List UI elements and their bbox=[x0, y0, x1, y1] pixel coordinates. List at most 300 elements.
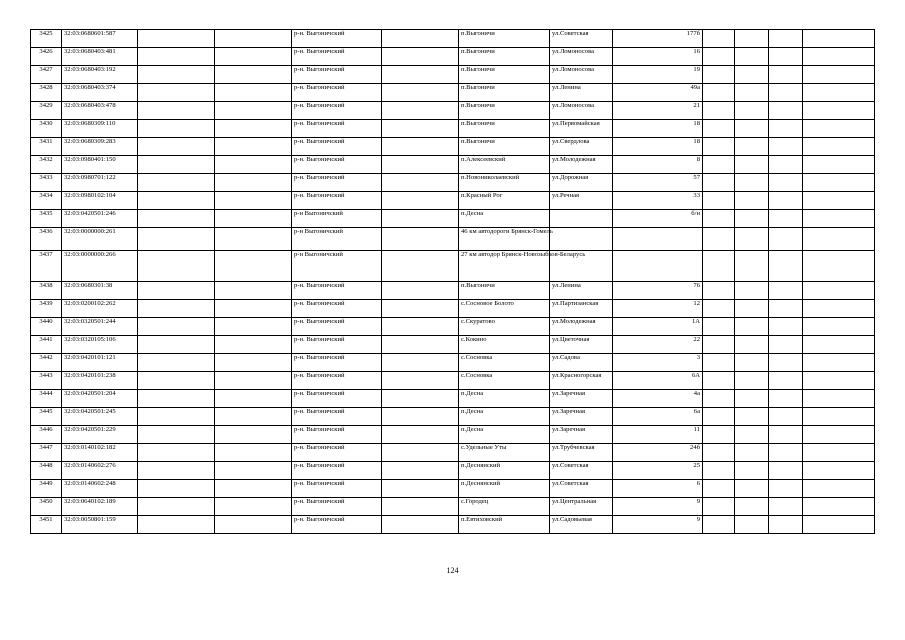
row-number: 3433 bbox=[31, 174, 62, 192]
empty-cell bbox=[703, 30, 735, 48]
empty-cell bbox=[803, 462, 875, 480]
street: ул.Молодежная bbox=[550, 318, 613, 336]
cadastral-number: 32:03:0680403:374 bbox=[62, 84, 138, 102]
table-row bbox=[31, 120, 875, 138]
cadastral-number: 32:03:0420101:121 bbox=[62, 354, 138, 372]
row-number: 3427 bbox=[31, 66, 62, 84]
empty-cell bbox=[803, 228, 875, 251]
street: ул.Заречная bbox=[550, 426, 613, 444]
street: ул.Ломоносова bbox=[550, 48, 613, 66]
locality: с.Сосновка bbox=[459, 372, 550, 390]
cadastral-number: 32:03:0680601:587 bbox=[62, 30, 138, 48]
empty-cell bbox=[382, 251, 459, 282]
empty-cell bbox=[703, 66, 735, 84]
empty-cell bbox=[769, 251, 803, 282]
registry-table bbox=[30, 29, 875, 534]
cadastral-number: 32:03:0420501:246 bbox=[62, 210, 138, 228]
empty-cell bbox=[382, 516, 459, 534]
empty-cell bbox=[735, 408, 769, 426]
locality: с.Скуратово bbox=[459, 318, 550, 336]
empty-cell bbox=[803, 120, 875, 138]
empty-cell bbox=[735, 84, 769, 102]
district: р-н. Выгоничский bbox=[292, 300, 382, 318]
row-number: 3448 bbox=[31, 462, 62, 480]
empty-cell bbox=[803, 282, 875, 300]
empty-cell bbox=[382, 318, 459, 336]
locality: п.Десна bbox=[459, 408, 550, 426]
house-number: 18 bbox=[613, 120, 703, 138]
empty-cell bbox=[138, 336, 215, 354]
empty-cell bbox=[735, 354, 769, 372]
empty-cell bbox=[769, 462, 803, 480]
empty-cell bbox=[803, 84, 875, 102]
row-number: 3445 bbox=[31, 408, 62, 426]
empty-cell bbox=[138, 408, 215, 426]
table-row bbox=[31, 282, 875, 300]
locality: 27 км автодор Брянск-Новозыбков-Беларусь bbox=[459, 251, 550, 282]
empty-cell bbox=[803, 102, 875, 120]
empty-cell bbox=[382, 444, 459, 462]
empty-cell bbox=[769, 120, 803, 138]
street: ул.Ленина bbox=[550, 282, 613, 300]
empty-cell bbox=[215, 84, 292, 102]
empty-cell bbox=[382, 462, 459, 480]
district: р-н. Выгоничский bbox=[292, 120, 382, 138]
table-row bbox=[31, 372, 875, 390]
locality: п.Евтиховский bbox=[459, 516, 550, 534]
locality: п.Выгоничи bbox=[459, 102, 550, 120]
empty-cell bbox=[215, 210, 292, 228]
locality: п.Десна bbox=[459, 210, 550, 228]
locality: п.Выгоничи bbox=[459, 282, 550, 300]
district: р-н. Выгоничский bbox=[292, 30, 382, 48]
house-number bbox=[613, 251, 703, 282]
empty-cell bbox=[769, 66, 803, 84]
district: р-н. Выгоничский bbox=[292, 192, 382, 210]
table-row bbox=[31, 192, 875, 210]
table-row bbox=[31, 138, 875, 156]
row-number: 3446 bbox=[31, 426, 62, 444]
empty-cell bbox=[735, 462, 769, 480]
street: ул.Свердлова bbox=[550, 138, 613, 156]
empty-cell bbox=[215, 498, 292, 516]
empty-cell bbox=[703, 174, 735, 192]
empty-cell bbox=[138, 282, 215, 300]
cadastral-number: 32:03:0420101:238 bbox=[62, 372, 138, 390]
district: р-н. Выгоничский bbox=[292, 462, 382, 480]
district: р-н. Выгоничский bbox=[292, 48, 382, 66]
street: ул.Цветочная bbox=[550, 336, 613, 354]
empty-cell bbox=[735, 318, 769, 336]
house-number: 8 bbox=[613, 156, 703, 174]
cadastral-number: 32:03:0980401:150 bbox=[62, 156, 138, 174]
empty-cell bbox=[215, 480, 292, 498]
street: ул.Заречная bbox=[550, 390, 613, 408]
cadastral-number: 32:03:0420501:204 bbox=[62, 390, 138, 408]
empty-cell bbox=[769, 228, 803, 251]
empty-cell bbox=[215, 228, 292, 251]
empty-cell bbox=[769, 30, 803, 48]
district: р-н Выгоничский bbox=[292, 251, 382, 282]
house-number: 6 bbox=[613, 480, 703, 498]
empty-cell bbox=[803, 300, 875, 318]
empty-cell bbox=[735, 251, 769, 282]
empty-cell bbox=[215, 426, 292, 444]
cadastral-number: 32:03:0200102:262 bbox=[62, 300, 138, 318]
empty-cell bbox=[215, 102, 292, 120]
cadastral-number: 32:03:0640102:189 bbox=[62, 498, 138, 516]
locality: с.Кокино bbox=[459, 336, 550, 354]
empty-cell bbox=[138, 30, 215, 48]
empty-cell bbox=[215, 48, 292, 66]
empty-cell bbox=[703, 120, 735, 138]
house-number: 3 bbox=[613, 354, 703, 372]
street: ул.Речная bbox=[550, 192, 613, 210]
empty-cell bbox=[735, 498, 769, 516]
empty-cell bbox=[703, 498, 735, 516]
empty-cell bbox=[382, 390, 459, 408]
cadastral-number: 32:03:0680403:481 bbox=[62, 48, 138, 66]
empty-cell bbox=[735, 48, 769, 66]
empty-cell bbox=[215, 318, 292, 336]
locality: п.Десна bbox=[459, 390, 550, 408]
district: р-н Выгоничский bbox=[292, 210, 382, 228]
empty-cell bbox=[138, 444, 215, 462]
empty-cell bbox=[703, 210, 735, 228]
cadastral-number: 32:03:0980701:122 bbox=[62, 174, 138, 192]
empty-cell bbox=[382, 498, 459, 516]
empty-cell bbox=[215, 251, 292, 282]
empty-cell bbox=[735, 516, 769, 534]
empty-cell bbox=[735, 192, 769, 210]
house-number: 57 bbox=[613, 174, 703, 192]
empty-cell bbox=[138, 251, 215, 282]
table-row bbox=[31, 336, 875, 354]
locality: п.Выгоничи bbox=[459, 120, 550, 138]
table-row bbox=[31, 251, 875, 282]
empty-cell bbox=[769, 426, 803, 444]
table-row bbox=[31, 174, 875, 192]
row-number: 3449 bbox=[31, 480, 62, 498]
house-number: 24б bbox=[613, 444, 703, 462]
street: ул.Садова bbox=[550, 354, 613, 372]
empty-cell bbox=[382, 84, 459, 102]
empty-cell bbox=[735, 138, 769, 156]
district: р-н. Выгоничский bbox=[292, 84, 382, 102]
house-number: б/н bbox=[613, 210, 703, 228]
empty-cell bbox=[382, 30, 459, 48]
empty-cell bbox=[215, 408, 292, 426]
empty-cell bbox=[703, 251, 735, 282]
locality: п.Новониколаевский bbox=[459, 174, 550, 192]
street: ул.Партизанская bbox=[550, 300, 613, 318]
empty-cell bbox=[703, 228, 735, 251]
cadastral-number: 32:03:0420501:229 bbox=[62, 426, 138, 444]
empty-cell bbox=[382, 408, 459, 426]
table-row bbox=[31, 480, 875, 498]
empty-cell bbox=[138, 300, 215, 318]
street: ул.Садовьевая bbox=[550, 516, 613, 534]
table-row bbox=[31, 498, 875, 516]
district: р-н. Выгоничский bbox=[292, 138, 382, 156]
row-number: 3436 bbox=[31, 228, 62, 251]
empty-cell bbox=[803, 318, 875, 336]
house-number: 6А bbox=[613, 372, 703, 390]
empty-cell bbox=[769, 282, 803, 300]
cadastral-number: 32:03:0050801:159 bbox=[62, 516, 138, 534]
street: ул.Молодежная bbox=[550, 156, 613, 174]
empty-cell bbox=[138, 462, 215, 480]
empty-cell bbox=[138, 516, 215, 534]
empty-cell bbox=[735, 156, 769, 174]
table-row bbox=[31, 354, 875, 372]
empty-cell bbox=[803, 251, 875, 282]
street: ул.Ленина bbox=[550, 84, 613, 102]
empty-cell bbox=[803, 336, 875, 354]
house-number: 9 bbox=[613, 516, 703, 534]
empty-cell bbox=[769, 210, 803, 228]
empty-cell bbox=[769, 48, 803, 66]
empty-cell bbox=[703, 354, 735, 372]
empty-cell bbox=[703, 426, 735, 444]
row-number: 3429 bbox=[31, 102, 62, 120]
row-number: 3438 bbox=[31, 282, 62, 300]
empty-cell bbox=[803, 372, 875, 390]
locality: п.Деснянский bbox=[459, 462, 550, 480]
empty-cell bbox=[382, 300, 459, 318]
empty-cell bbox=[138, 174, 215, 192]
empty-cell bbox=[769, 498, 803, 516]
empty-cell bbox=[735, 426, 769, 444]
row-number: 3430 bbox=[31, 120, 62, 138]
empty-cell bbox=[703, 516, 735, 534]
empty-cell bbox=[703, 282, 735, 300]
empty-cell bbox=[735, 120, 769, 138]
empty-cell bbox=[138, 120, 215, 138]
empty-cell bbox=[735, 390, 769, 408]
empty-cell bbox=[703, 48, 735, 66]
empty-cell bbox=[803, 210, 875, 228]
house-number: 12 bbox=[613, 300, 703, 318]
row-number: 3442 bbox=[31, 354, 62, 372]
empty-cell bbox=[382, 282, 459, 300]
table-row bbox=[31, 30, 875, 48]
street: ул.Красногорская bbox=[550, 372, 613, 390]
locality: с.Сосновое Болото bbox=[459, 300, 550, 318]
district: р-н. Выгоничский bbox=[292, 282, 382, 300]
locality: с.Городец bbox=[459, 498, 550, 516]
page-number: 124 bbox=[446, 566, 459, 575]
empty-cell bbox=[215, 444, 292, 462]
locality: п.Деснянский bbox=[459, 480, 550, 498]
locality: 46 км автодороги Брянск-Гомель bbox=[459, 228, 550, 251]
empty-cell bbox=[703, 390, 735, 408]
empty-cell bbox=[803, 156, 875, 174]
row-number: 3431 bbox=[31, 138, 62, 156]
street bbox=[550, 210, 613, 228]
empty-cell bbox=[138, 48, 215, 66]
empty-cell bbox=[735, 336, 769, 354]
empty-cell bbox=[215, 174, 292, 192]
empty-cell bbox=[138, 498, 215, 516]
house-number: 9 bbox=[613, 498, 703, 516]
row-number: 3437 bbox=[31, 251, 62, 282]
empty-cell bbox=[138, 102, 215, 120]
table-row bbox=[31, 210, 875, 228]
district: р-н Выгоничский bbox=[292, 228, 382, 251]
street bbox=[550, 228, 613, 251]
row-number: 3443 bbox=[31, 372, 62, 390]
district: р-н. Выгоничский bbox=[292, 516, 382, 534]
empty-cell bbox=[735, 102, 769, 120]
cadastral-number: 32:03:0680403:192 bbox=[62, 66, 138, 84]
empty-cell bbox=[769, 102, 803, 120]
locality: п.Алексеевский bbox=[459, 156, 550, 174]
table-row bbox=[31, 318, 875, 336]
house-number: 6а bbox=[613, 408, 703, 426]
locality: п.Выгоничи bbox=[459, 66, 550, 84]
locality: п.Выгоничи bbox=[459, 30, 550, 48]
empty-cell bbox=[382, 174, 459, 192]
empty-cell bbox=[769, 354, 803, 372]
house-number: 11 bbox=[613, 426, 703, 444]
empty-cell bbox=[138, 84, 215, 102]
empty-cell bbox=[735, 66, 769, 84]
empty-cell bbox=[382, 192, 459, 210]
empty-cell bbox=[735, 30, 769, 48]
empty-cell bbox=[735, 480, 769, 498]
empty-cell bbox=[215, 462, 292, 480]
empty-cell bbox=[735, 300, 769, 318]
empty-cell bbox=[382, 228, 459, 251]
street: ул.Трубчевская bbox=[550, 444, 613, 462]
street: ул.Центральная bbox=[550, 498, 613, 516]
street: ул.Ломоносова bbox=[550, 102, 613, 120]
row-number: 3441 bbox=[31, 336, 62, 354]
locality: п.Десна bbox=[459, 426, 550, 444]
district: р-н. Выгоничский bbox=[292, 354, 382, 372]
house-number: 16 bbox=[613, 48, 703, 66]
row-number: 3434 bbox=[31, 192, 62, 210]
house-number: 33 bbox=[613, 192, 703, 210]
table-row bbox=[31, 84, 875, 102]
empty-cell bbox=[703, 102, 735, 120]
empty-cell bbox=[703, 444, 735, 462]
empty-cell bbox=[769, 444, 803, 462]
empty-cell bbox=[382, 102, 459, 120]
locality: с.Сосновка bbox=[459, 354, 550, 372]
empty-cell bbox=[735, 210, 769, 228]
empty-cell bbox=[215, 192, 292, 210]
empty-cell bbox=[138, 390, 215, 408]
row-number: 3447 bbox=[31, 444, 62, 462]
street: ул.Ломоносова bbox=[550, 66, 613, 84]
cadastral-number: 32:03:0000000:261 bbox=[62, 228, 138, 251]
locality: с.Удельные Уты bbox=[459, 444, 550, 462]
empty-cell bbox=[215, 516, 292, 534]
empty-cell bbox=[803, 480, 875, 498]
empty-cell bbox=[215, 300, 292, 318]
street: ул.Советская bbox=[550, 480, 613, 498]
empty-cell bbox=[382, 138, 459, 156]
empty-cell bbox=[803, 30, 875, 48]
empty-cell bbox=[138, 480, 215, 498]
empty-cell bbox=[803, 174, 875, 192]
empty-cell bbox=[215, 138, 292, 156]
empty-cell bbox=[703, 336, 735, 354]
empty-cell bbox=[703, 318, 735, 336]
table-row bbox=[31, 48, 875, 66]
street: ул.Первомайская bbox=[550, 120, 613, 138]
empty-cell bbox=[138, 156, 215, 174]
empty-cell bbox=[215, 336, 292, 354]
table-row bbox=[31, 156, 875, 174]
table-row bbox=[31, 408, 875, 426]
row-number: 3440 bbox=[31, 318, 62, 336]
table-row bbox=[31, 390, 875, 408]
empty-cell bbox=[803, 390, 875, 408]
empty-cell bbox=[769, 480, 803, 498]
row-number: 3450 bbox=[31, 498, 62, 516]
empty-cell bbox=[735, 282, 769, 300]
empty-cell bbox=[215, 372, 292, 390]
house-number: 4а bbox=[613, 390, 703, 408]
empty-cell bbox=[382, 66, 459, 84]
empty-cell bbox=[382, 372, 459, 390]
street: ул.Дорожная bbox=[550, 174, 613, 192]
empty-cell bbox=[703, 300, 735, 318]
empty-cell bbox=[215, 354, 292, 372]
empty-cell bbox=[769, 390, 803, 408]
cadastral-number: 32:03:0680301:38 bbox=[62, 282, 138, 300]
empty-cell bbox=[138, 372, 215, 390]
cadastral-number: 32:03:0320501:244 bbox=[62, 318, 138, 336]
cadastral-number: 32:03:0140602:248 bbox=[62, 480, 138, 498]
empty-cell bbox=[769, 408, 803, 426]
district: р-н. Выгоничский bbox=[292, 426, 382, 444]
cadastral-number: 32:03:0680309:283 bbox=[62, 138, 138, 156]
table-row bbox=[31, 426, 875, 444]
empty-cell bbox=[382, 48, 459, 66]
empty-cell bbox=[703, 192, 735, 210]
district: р-н. Выгоничский bbox=[292, 444, 382, 462]
district: р-н. Выгоничский bbox=[292, 336, 382, 354]
locality: п.Выгоничи bbox=[459, 48, 550, 66]
row-number: 3439 bbox=[31, 300, 62, 318]
row-number: 3451 bbox=[31, 516, 62, 534]
empty-cell bbox=[703, 138, 735, 156]
empty-cell bbox=[735, 372, 769, 390]
house-number: 21 bbox=[613, 102, 703, 120]
street: ул.Заречная bbox=[550, 408, 613, 426]
district: р-н. Выгоничский bbox=[292, 480, 382, 498]
house-number: 49а bbox=[613, 84, 703, 102]
house-number: 76 bbox=[613, 282, 703, 300]
empty-cell bbox=[215, 156, 292, 174]
empty-cell bbox=[803, 354, 875, 372]
cadastral-number: 32:03:0140102:182 bbox=[62, 444, 138, 462]
empty-cell bbox=[703, 372, 735, 390]
empty-cell bbox=[803, 192, 875, 210]
empty-cell bbox=[138, 354, 215, 372]
empty-cell bbox=[803, 426, 875, 444]
empty-cell bbox=[769, 156, 803, 174]
house-number bbox=[613, 228, 703, 251]
cadastral-number: 32:03:0680309:110 bbox=[62, 120, 138, 138]
table-row bbox=[31, 462, 875, 480]
empty-cell bbox=[215, 120, 292, 138]
street: ул.Советская bbox=[550, 462, 613, 480]
